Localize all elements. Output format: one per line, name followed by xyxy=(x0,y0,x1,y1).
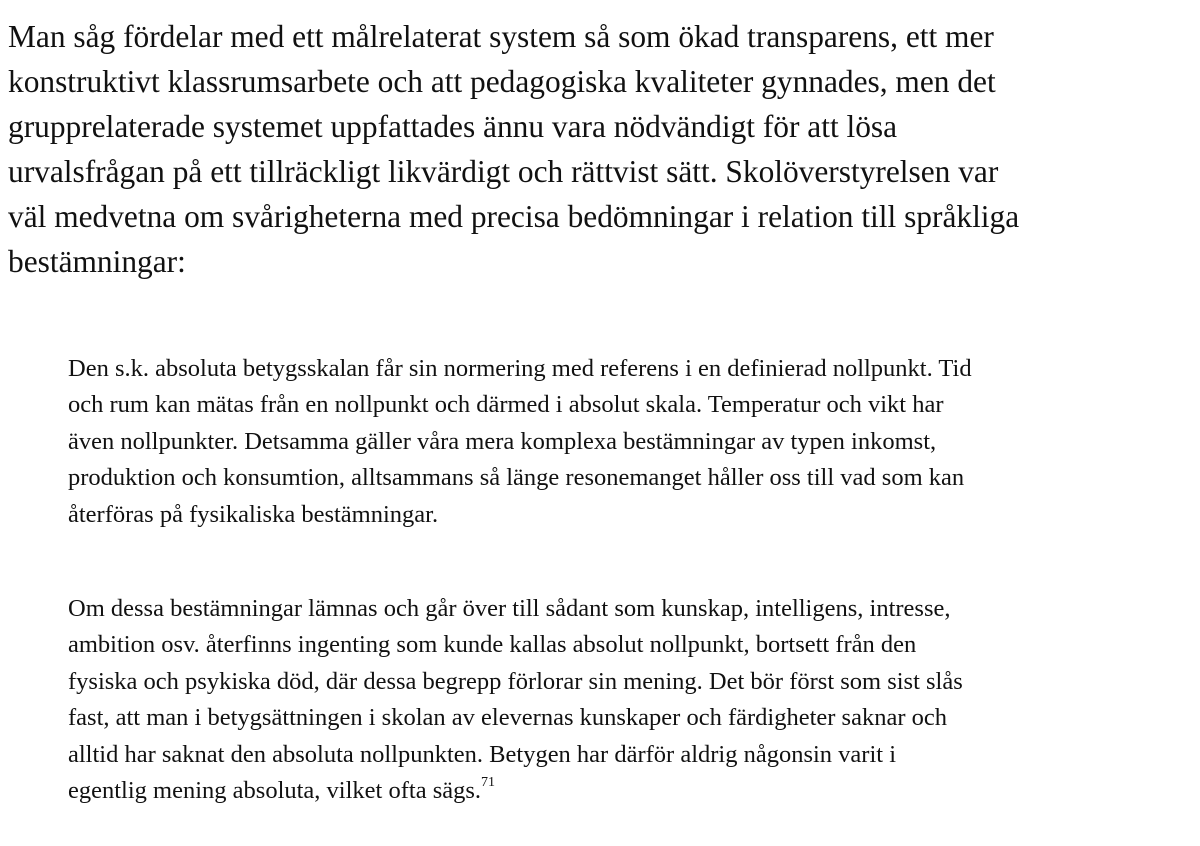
quote-line: Den s.k. absoluta betygsskalan får sin normering med referens i en definierad nollpunkt. Tid xyxy=(68,355,972,382)
quote-line: även nollpunkter. Detsamma gäller våra mera komplexa bestämningar av typen inkomst, xyxy=(68,427,937,455)
text-line: urvalsfrågan på ett tillräckligt likvärdigt och rättvist sätt. Skolöverstyrelsen var xyxy=(8,154,999,189)
body-paragraph xyxy=(8,14,1192,284)
quote-line: ambition osv. återfinns ingenting som kunde kallas absolut nollpunkt, bortsett från den xyxy=(68,631,917,659)
text-line: Man såg fördelar med ett målrelaterat system så som ökad transparens, ett mer xyxy=(8,19,994,54)
quote-line: återföras på fysikaliska bestämningar. xyxy=(68,500,439,528)
quote-line: fast, att man i betygsättningen i skolan av elevernas kunskaper och färdigheter saknar och xyxy=(68,704,947,732)
text-line: grupprelaterade systemet uppfattades ännu vara nödvändigt för att lösa xyxy=(8,109,898,144)
text-line: väl medvetna om svårigheterna med precisa bedömningar i relation till språkliga xyxy=(8,199,1020,234)
quote-line: Om dessa bestämningar lämnas och går över till sådant som kunskap, intelligens, intresse, xyxy=(68,595,951,622)
quote-line: och rum kan mätas från en nollpunkt och därmed i absolut skala. Temperatur och vikt har xyxy=(68,391,944,419)
text-line: konstruktivt klassrumsarbete och att pedagogiska kvaliteter gynnades, men det xyxy=(8,64,996,99)
quote-line-with-footnote xyxy=(68,773,1198,809)
quote-line: alltid har saknat den absoluta nollpunkten. Betygen har därför aldrig någonsin varit i xyxy=(68,740,897,768)
quote-line: produktion och konsumtion, alltsammans så länge resonemanget håller oss till vad som kan xyxy=(68,464,965,492)
quote-line: fysiska och psykiska död, där dessa begrepp förlorar sin mening. Det bör först som sist slås xyxy=(68,667,963,695)
block-quote-paragraph-1 xyxy=(68,351,1198,533)
footnote-marker: 71 xyxy=(481,775,496,791)
block-quote-paragraph-2 xyxy=(68,591,1198,809)
quote-line-text: egentlig mening absoluta, vilket ofta sägs. xyxy=(68,777,482,805)
text-line: bestämningar: xyxy=(8,244,186,279)
